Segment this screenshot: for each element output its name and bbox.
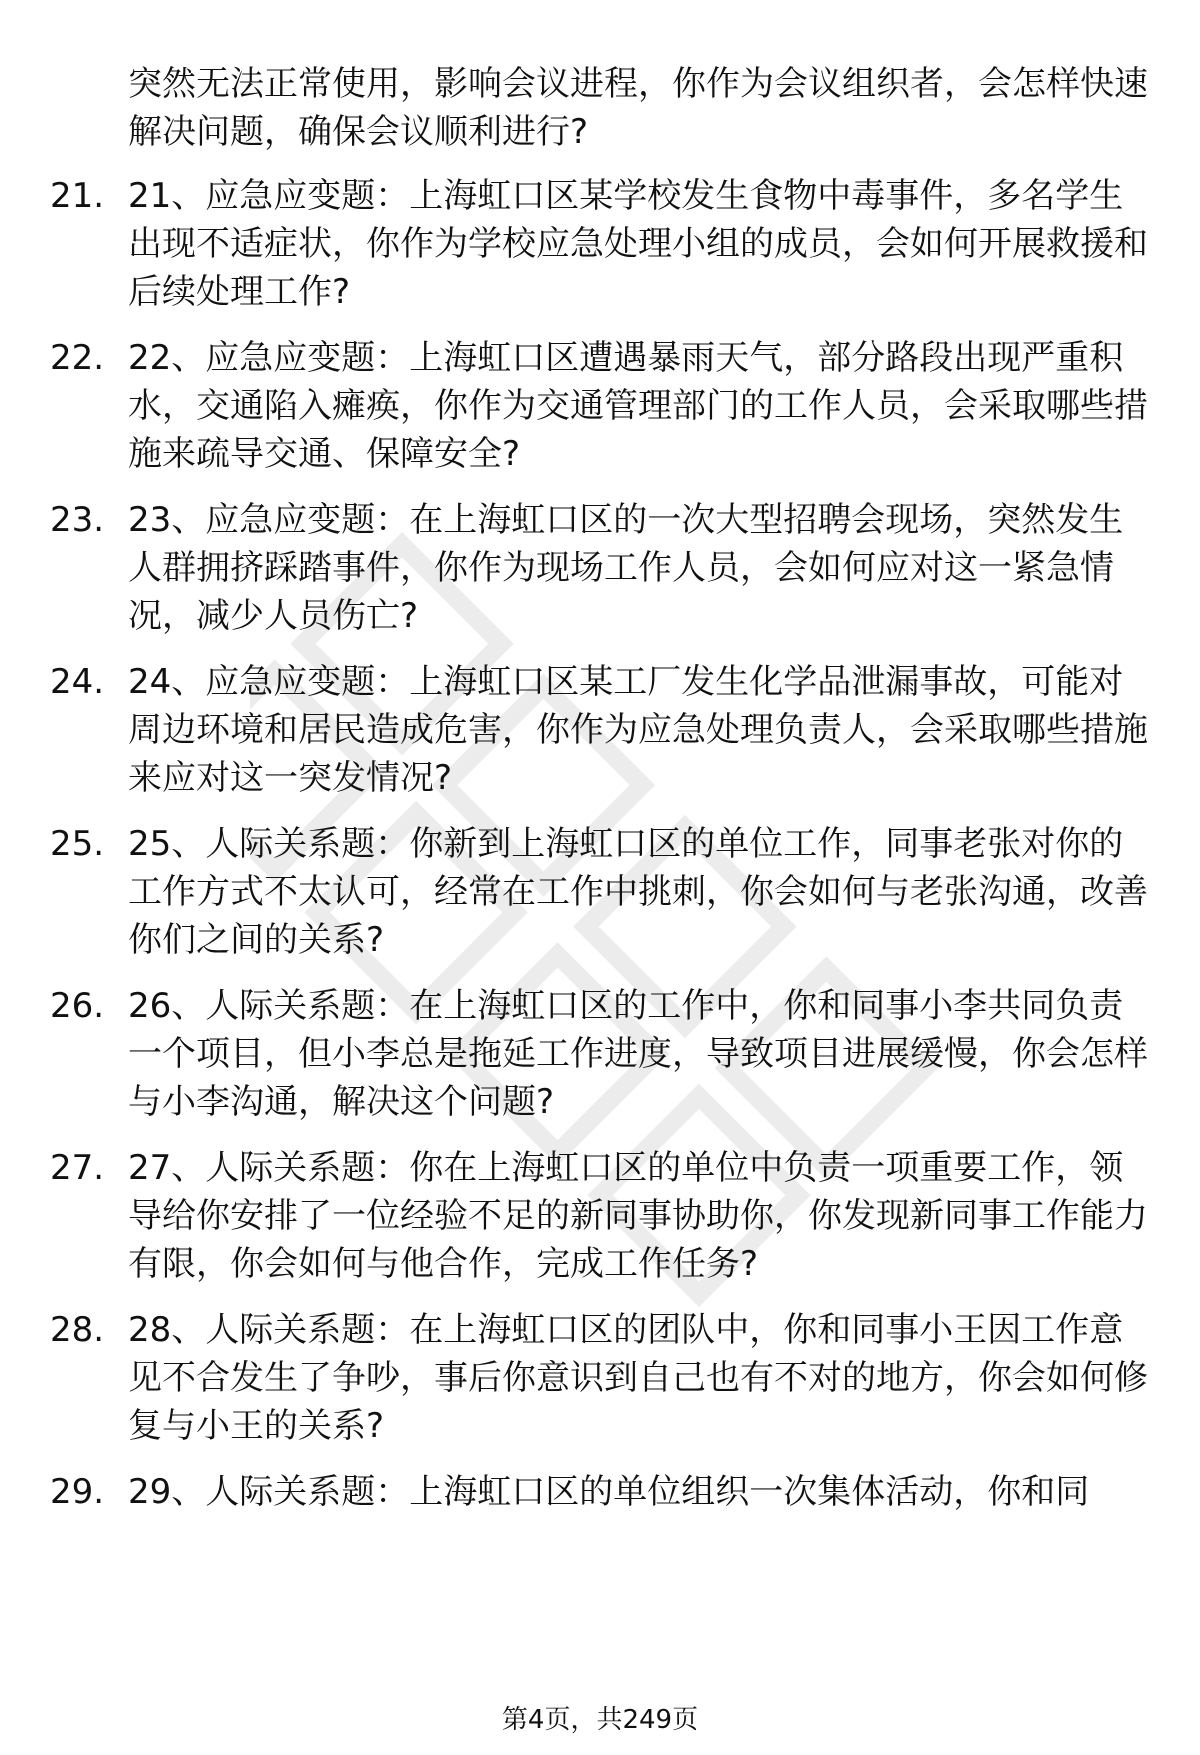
question-text: 29、人际关系题：上海虹口区的单位组织一次集体活动，你和同 — [128, 1472, 1090, 1512]
question-item-25 — [50, 820, 1150, 970]
question-item-23 — [50, 496, 1150, 646]
question-text: 22、应急应变题：上海虹口区遭遇暴雨天气，部分路段出现严重积水，交通陷入瘫痪，你作为交通管理部门的工作人员，会采取哪些措施来疏导交通、保障安全? — [128, 338, 1148, 474]
question-item-24 — [50, 658, 1150, 808]
question-number: 29. — [50, 1472, 105, 1512]
question-text: 26、人际关系题：在上海虹口区的工作中，你和同事小李共同负责一个项目，但小李总是拖延工作进度，导致项目进展缓慢，你会怎样与小李沟通，解决这个问题? — [128, 986, 1148, 1122]
question-number: 23. — [50, 500, 105, 540]
question-number: 26. — [50, 986, 105, 1026]
question-number: 21. — [50, 176, 105, 216]
question-number: 22. — [50, 338, 105, 378]
question-number: 27. — [50, 1148, 105, 1188]
question-text: 21、应急应变题：上海虹口区某学校发生食物中毒事件，多名学生出现不适症状，你作为学校应急处理小组的成员，会如何开展救援和后续处理工作? — [128, 176, 1148, 312]
question-item-27 — [50, 1144, 1150, 1294]
question-text: 27、人际关系题：你在上海虹口区的单位中负责一项重要工作，领导给你安排了一位经验不足的新同事协助你，你发现新同事工作能力有限，你会如何与他合作，完成工作任务? — [128, 1148, 1148, 1284]
question-text: 28、人际关系题：在上海虹口区的团队中，你和同事小王因工作意见不合发生了争吵，事后你意识到自己也有不对的地方，你会如何修复与小王的关系? — [128, 1310, 1148, 1446]
continued-question-text: 突然无法正常使用，影响会议进程，你作为会议组织者，会怎样快速解决问题，确保会议顺利进行? — [128, 64, 1148, 152]
question-number: 28. — [50, 1310, 105, 1350]
question-item-29 — [50, 1468, 1150, 1518]
question-item-28 — [50, 1306, 1150, 1456]
question-number: 25. — [50, 824, 105, 864]
question-number: 24. — [50, 662, 105, 702]
question-item-26 — [50, 982, 1150, 1132]
question-item-22 — [50, 334, 1150, 484]
question-text: 23、应急应变题：在上海虹口区的一次大型招聘会现场，突然发生人群拥挤踩踏事件，你作为现场工作人员，会如何应对这一紧急情况，减少人员伤亡? — [128, 500, 1124, 636]
question-item-21 — [50, 172, 1150, 322]
question-text: 25、人际关系题：你新到上海虹口区的单位工作，同事老张对你的工作方式不太认可，经常在工作中挑刺，你会如何与老张沟通，改善你们之间的关系? — [128, 824, 1148, 960]
page-footer: 第4页，共249页 — [501, 1705, 699, 1735]
question-text: 24、应急应变题：上海虹口区某工厂发生化学品泄漏事故，可能对周边环境和居民造成危害，你作为应急处理负责人，会采取哪些措施来应对这一突发情况? — [128, 662, 1148, 798]
